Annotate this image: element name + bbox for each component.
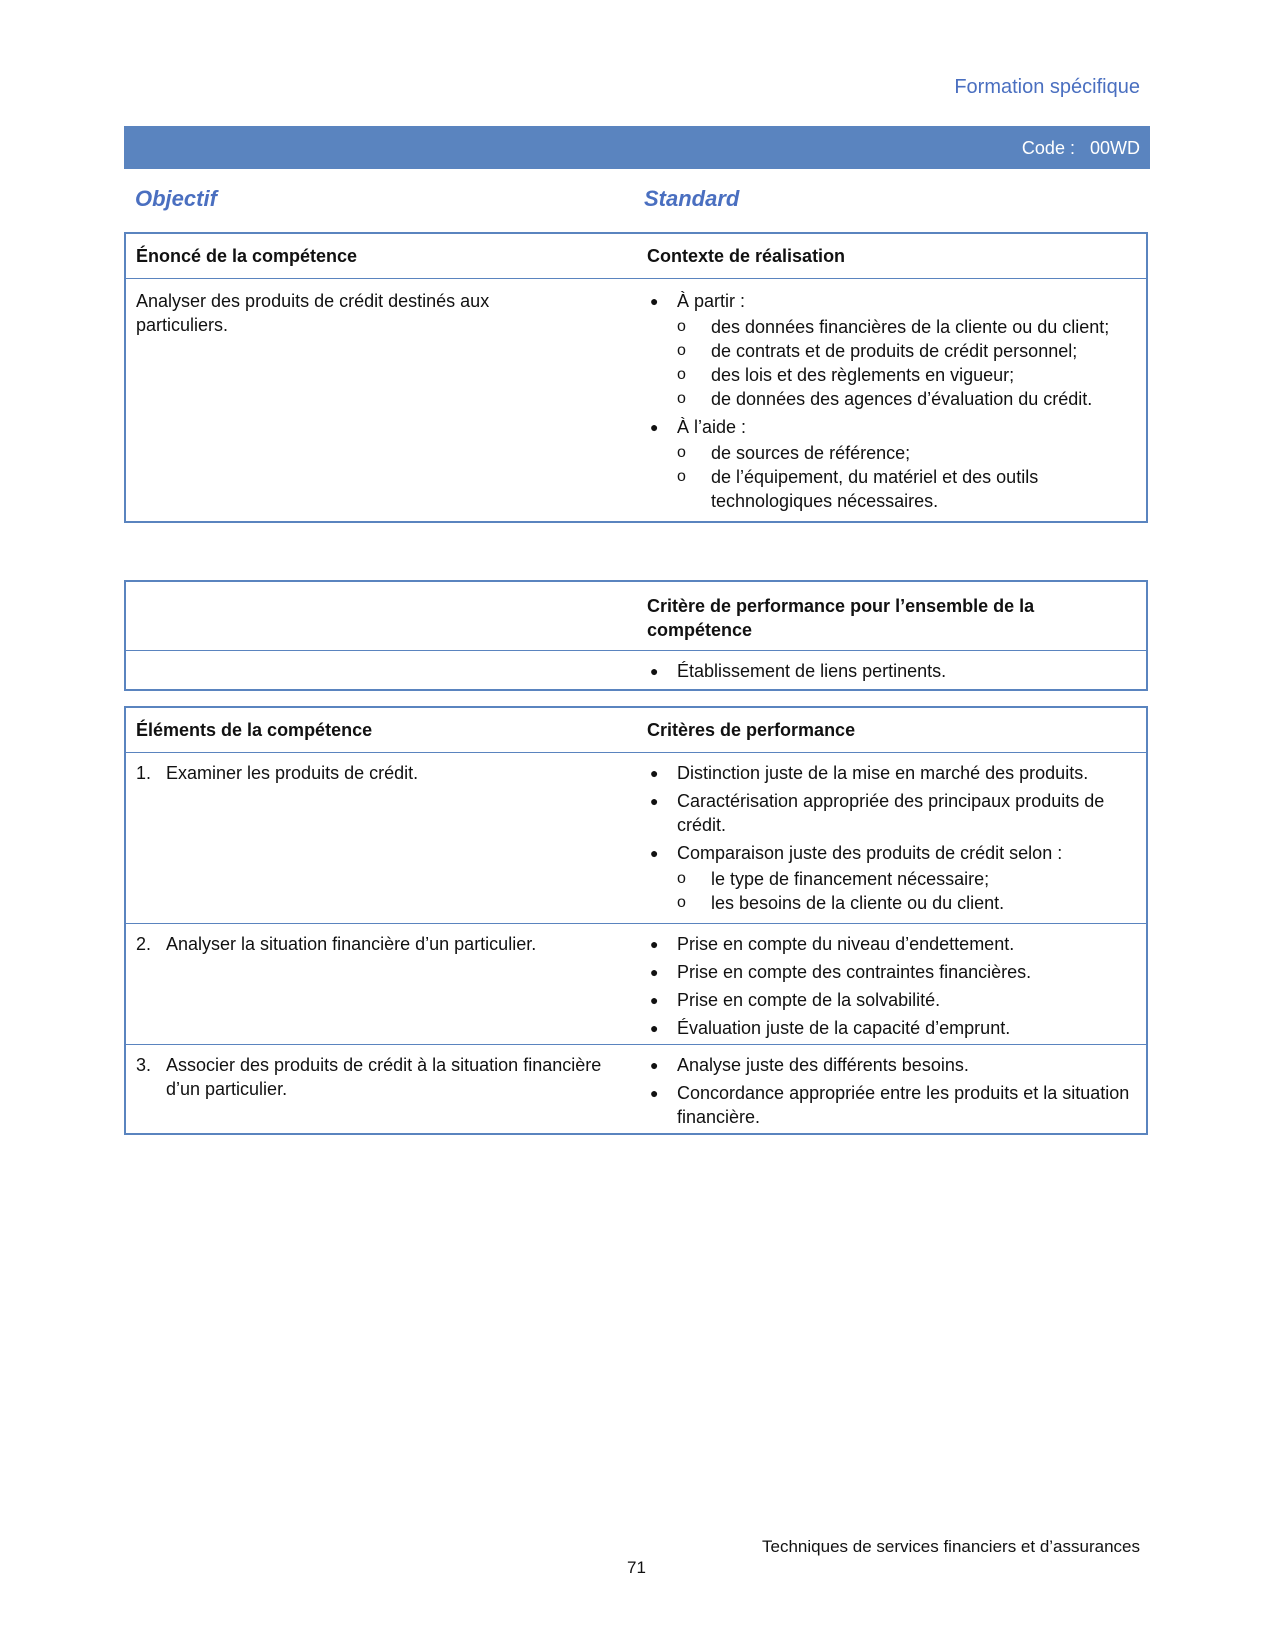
page-number: 71 (627, 1558, 646, 1577)
sub-list-item (677, 363, 1136, 387)
code-value: 00WD (1089, 138, 1140, 158)
sub-list-item-text: des lois et des règlements en vigueur; (711, 365, 1015, 385)
global-criteria-table (124, 580, 1148, 691)
list-item (647, 1081, 1136, 1129)
section-titles (135, 186, 1135, 216)
bullet-dot-icon: ● (650, 845, 659, 861)
elements-criteria-table (124, 706, 1148, 1135)
code-bar (124, 126, 1150, 169)
element-text: Associer des produits de crédit à la situation financière d’un particulier. (166, 1055, 602, 1099)
bullet-circle-icon: o (677, 390, 686, 407)
sub-list-item (677, 891, 1136, 915)
list-item-text: Évaluation juste de la capacité d’emprunt. (677, 1018, 1011, 1038)
element-row (125, 1045, 1147, 1135)
list-item (647, 659, 1136, 683)
bullet-dot-icon: ● (650, 1020, 659, 1036)
list-item (647, 960, 1136, 984)
bullet-dot-icon: ● (650, 1057, 659, 1073)
list-item (647, 988, 1136, 1012)
list-item-text: Caractérisation appropriée des principaux produits de crédit. (677, 791, 1105, 835)
program-footer: Techniques de services financiers et d’assurances (762, 1537, 1140, 1556)
list-item-text: À l’aide : (677, 417, 747, 437)
list-item (647, 761, 1136, 785)
list-item (647, 789, 1136, 837)
col-header-global-criteria: Critère de performance pour l’ensemble de la compétence (647, 596, 1035, 640)
list-item-text: Comparaison juste des produits de crédit selon : (677, 843, 1063, 863)
list-item-text: Distinction juste de la mise en marché des produits. (677, 763, 1089, 783)
bullet-circle-icon: o (677, 894, 686, 911)
bullet-dot-icon: ● (650, 936, 659, 952)
bullet-dot-icon: ● (650, 419, 659, 435)
col-header-criteria: Critères de performance (647, 719, 856, 740)
sub-list-item-text: les besoins de la cliente ou du client. (711, 893, 1005, 913)
bullet-circle-icon: o (677, 870, 686, 887)
element-text: Analyser la situation financière d’un particulier. (166, 934, 537, 954)
empty-cell (125, 581, 647, 651)
list-item-text: Établissement de liens pertinents. (677, 661, 947, 681)
competency-statement-table (124, 232, 1148, 523)
bullet-dot-icon: ● (650, 765, 659, 781)
sub-list-item-text: de sources de référence; (711, 443, 911, 463)
criteria-list (647, 761, 1136, 915)
competency-code (1022, 138, 1140, 159)
sub-list-item-text: de l’équipement, du matériel et des outils technologiques nécessaires. (711, 467, 1039, 511)
list-item-text: Prise en compte de la solvabilité. (677, 990, 941, 1010)
col-header-context: Contexte de réalisation (647, 245, 846, 266)
list-item (647, 289, 1136, 411)
sub-list-item (677, 465, 1136, 513)
element-item (136, 761, 606, 785)
bullet-circle-icon: o (677, 444, 686, 461)
sub-list-item (677, 339, 1136, 363)
sub-list-item-text: le type de financement nécessaire; (711, 869, 990, 889)
list-item-text: Concordance appropriée entre les produits et la situation financière. (677, 1083, 1130, 1127)
criteria-cell (647, 753, 1147, 924)
criteria-cell (647, 1045, 1147, 1135)
sub-list-item-text: de contrats et de produits de crédit personnel; (711, 341, 1078, 361)
objectif-title: Objectif (135, 186, 217, 211)
bullet-dot-icon: ● (650, 992, 659, 1008)
sub-list-item (677, 315, 1136, 339)
element-number: 1. (136, 763, 152, 783)
global-criteria-list (647, 659, 1136, 683)
sub-list-item (677, 441, 1136, 465)
bullet-dot-icon: ● (650, 1085, 659, 1101)
list-item (647, 841, 1136, 915)
list-item (647, 932, 1136, 956)
bullet-dot-icon: ● (650, 964, 659, 980)
list-item-text: Analyse juste des différents besoins. (677, 1055, 969, 1075)
bullet-dot-icon: ● (650, 793, 659, 809)
standard-title: Standard (644, 186, 740, 211)
element-row (125, 753, 1147, 924)
bullet-circle-icon: o (677, 366, 686, 383)
element-cell (125, 924, 647, 1045)
sub-list-item-text: des données financières de la cliente ou du client; (711, 317, 1110, 337)
bullet-circle-icon: o (677, 468, 686, 485)
competency-statement: Analyser des produits de crédit destinés aux particuliers. (136, 291, 490, 335)
criteria-list (647, 1053, 1136, 1129)
element-cell (125, 753, 647, 924)
sub-list-item (677, 387, 1136, 411)
sub-list (677, 315, 1136, 411)
criteria-cell (647, 924, 1147, 1045)
empty-cell (125, 651, 647, 691)
element-number: 2. (136, 934, 152, 954)
list-item-text: Prise en compte du niveau d’endettement. (677, 934, 1015, 954)
formation-label: Formation spécifique (954, 76, 1140, 98)
code-label: Code : (1021, 138, 1075, 158)
list-item (647, 1053, 1136, 1077)
element-item (136, 1053, 606, 1101)
bullet-circle-icon: o (677, 342, 686, 359)
sub-list-item-text: de données des agences d’évaluation du crédit. (711, 389, 1093, 409)
list-item (647, 415, 1136, 513)
element-number: 3. (136, 1055, 152, 1075)
element-text: Examiner les produits de crédit. (166, 763, 419, 783)
bullet-circle-icon: o (677, 318, 686, 335)
list-item-text: Prise en compte des contraintes financières. (677, 962, 1032, 982)
bullet-dot-icon: ● (650, 663, 659, 679)
col-header-elements: Éléments de la compétence (136, 719, 373, 740)
bullet-dot-icon: ● (650, 293, 659, 309)
context-list (647, 289, 1136, 513)
sub-list-item (677, 867, 1136, 891)
element-row (125, 924, 1147, 1045)
col-header-statement: Énoncé de la compétence (136, 245, 358, 266)
element-item (136, 932, 606, 956)
sub-list (677, 441, 1136, 513)
list-item (647, 1016, 1136, 1040)
list-item-text: À partir : (677, 291, 746, 311)
sub-list (677, 867, 1136, 915)
criteria-list (647, 932, 1136, 1040)
element-cell (125, 1045, 647, 1135)
